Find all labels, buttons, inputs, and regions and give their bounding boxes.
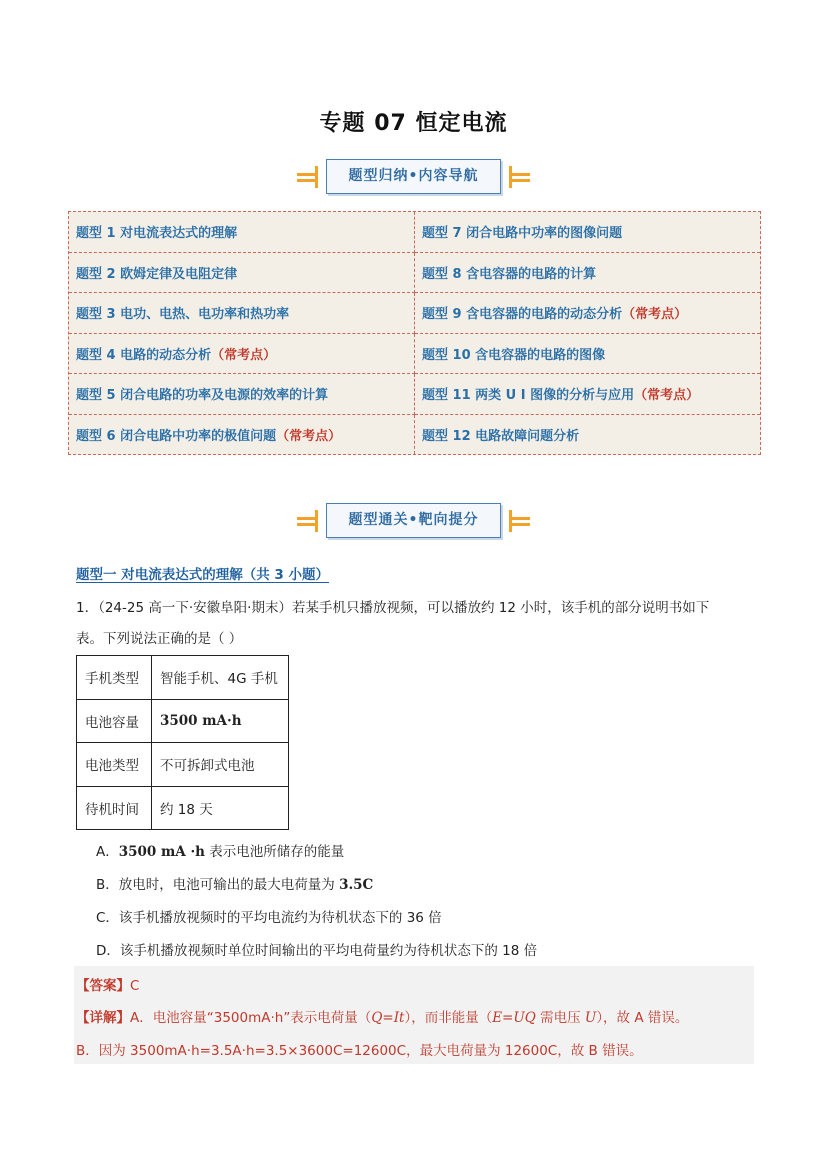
answer-block xyxy=(74,966,754,1064)
nav-item-right[interactable] xyxy=(415,252,761,293)
nav-item-right[interactable] xyxy=(415,414,761,454)
nav-item-left[interactable] xyxy=(69,333,415,374)
banner-deco-icon xyxy=(512,170,530,184)
detail-equation: U xyxy=(584,1010,597,1026)
table-row xyxy=(77,786,289,830)
detail-text: 需电压 xyxy=(535,1010,585,1026)
hot-badge: （常考点） xyxy=(276,428,342,444)
answer-value: C xyxy=(130,978,140,994)
nav-item-left[interactable] xyxy=(69,252,415,293)
nav-item-label: 题型 8 含电容器的电路的计算 xyxy=(422,266,597,282)
option-c[interactable]: C．该手机播放视频时的平均电流约为待机状态下的 36 倍 xyxy=(96,910,442,926)
nav-item-label: 题型 1 对电流表达式的理解 xyxy=(76,226,238,242)
option-b-prefix: B．放电时，电池可输出的最大电荷量为 xyxy=(96,877,340,893)
spec-key: 待机时间 xyxy=(77,786,152,830)
nav-item-label: 题型 2 欧姆定律及电阻定律 xyxy=(76,266,238,282)
option-a-rest: 表示电池所储存的能量 xyxy=(205,844,345,860)
nav-row xyxy=(69,293,760,334)
option-d[interactable]: D．该手机播放视频时单位时间输出的平均电荷量约为待机状态下的 18 倍 xyxy=(96,943,538,959)
banner-bar-icon xyxy=(315,166,318,188)
nav-item-label: 题型 10 含电容器的电路的图像 xyxy=(422,347,606,363)
spec-value: 3500 mA·h xyxy=(152,699,289,743)
detail-text: ），故 A 错误。 xyxy=(596,1010,689,1026)
nav-item-right[interactable] xyxy=(415,333,761,374)
practice-banner xyxy=(297,503,531,538)
topic-navigation xyxy=(68,211,761,455)
banner-deco-icon xyxy=(512,514,530,528)
answer-tag: 【答案】 xyxy=(76,978,130,994)
question-stem-line1: 1．（24-25 高一下·安徽阜阳·期末）若某手机只播放视频，可以播放约 12 小时，该手机的部分说明书如下 xyxy=(76,600,710,616)
table-row xyxy=(77,699,289,743)
detail-text: A．电池容量“3500mA·h”表示电荷量（ xyxy=(130,1010,372,1026)
option-a[interactable] xyxy=(96,840,344,860)
nav-item-label: 题型 12 电路故障问题分析 xyxy=(422,428,580,444)
nav-row xyxy=(69,333,760,374)
spec-value: 约 18 天 xyxy=(152,786,289,830)
option-a-prefix: A． xyxy=(96,844,119,860)
table-row xyxy=(77,656,289,700)
option-b[interactable] xyxy=(96,873,373,893)
section-heading[interactable]: 题型一 对电流表达式的理解（共 3 小题） xyxy=(76,567,329,583)
detail-equation: E=UQ xyxy=(492,1010,536,1026)
nav-row xyxy=(69,212,760,252)
hot-badge: （常考点） xyxy=(622,307,688,323)
nav-banner xyxy=(297,159,531,194)
option-a-bold: 3500 mA ·h xyxy=(118,844,205,860)
nav-item-label: 题型 11 两类 U I 图像的分析与应用 xyxy=(422,388,635,404)
detail-line-a xyxy=(76,1006,688,1026)
nav-item-left[interactable] xyxy=(69,374,415,415)
detail-line-b: B．因为 3500mA·h=3.5A·h=3.5×3600C=12600C，最大电荷量为 12600C，故 B 错误。 xyxy=(76,1043,643,1059)
banner-deco-icon xyxy=(297,170,315,184)
detail-tag: 【详解】 xyxy=(76,1010,130,1026)
spec-value: 智能手机、4G 手机 xyxy=(152,656,289,700)
nav-item-left[interactable] xyxy=(69,414,415,454)
question-stem-line2: 表。下列说法正确的是（ ） xyxy=(76,631,243,647)
nav-item-label: 题型 6 闭合电路中功率的极值问题 xyxy=(76,428,277,444)
banner-bar-icon xyxy=(315,510,318,532)
nav-item-left[interactable] xyxy=(69,212,415,252)
nav-item-right[interactable] xyxy=(415,374,761,415)
nav-row xyxy=(69,414,760,454)
nav-row xyxy=(69,374,760,415)
nav-item-right[interactable] xyxy=(415,212,761,252)
nav-item-left[interactable] xyxy=(69,293,415,334)
detail-equation: Q=It xyxy=(371,1010,405,1026)
spec-table xyxy=(76,655,289,830)
nav-banner-label: 题型归纳•内容导航 xyxy=(326,159,502,194)
spec-key: 手机类型 xyxy=(77,656,152,700)
spec-value: 不可拆卸式电池 xyxy=(152,743,289,787)
spec-key: 电池容量 xyxy=(77,699,152,743)
nav-item-label: 题型 9 含电容器的电路的动态分析 xyxy=(422,307,623,323)
table-row xyxy=(77,743,289,787)
nav-item-right[interactable] xyxy=(415,293,761,334)
hot-badge: （常考点） xyxy=(211,347,277,363)
nav-item-label: 题型 7 闭合电路中功率的图像问题 xyxy=(422,226,623,242)
hot-badge: （常考点） xyxy=(634,388,700,404)
option-b-bold: 3.5C xyxy=(339,877,374,893)
practice-banner-label: 题型通关•靶向提分 xyxy=(326,503,502,538)
banner-deco-icon xyxy=(297,514,315,528)
answer-line xyxy=(76,974,139,994)
spec-key: 电池类型 xyxy=(77,743,152,787)
page-title: 专题 07 恒定电流 xyxy=(319,111,508,136)
nav-item-label: 题型 4 电路的动态分析 xyxy=(76,347,212,363)
nav-row xyxy=(69,252,760,293)
nav-item-label: 题型 5 闭合电路的功率及电源的效率的计算 xyxy=(76,388,329,404)
detail-text: ），而非能量（ xyxy=(404,1010,493,1026)
nav-item-label: 题型 3 电功、电热、电功率和热功率 xyxy=(76,307,290,323)
